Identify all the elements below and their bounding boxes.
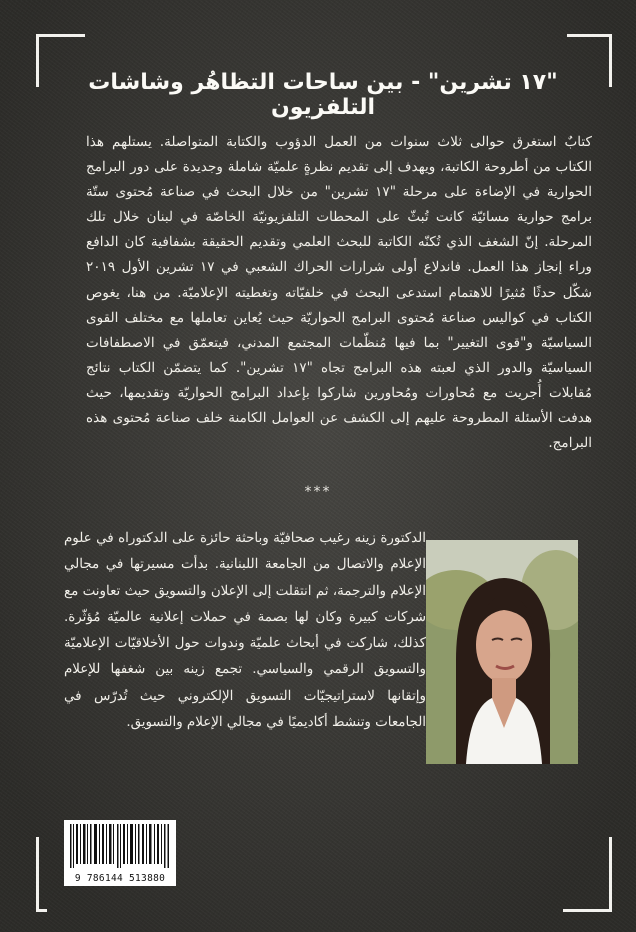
- isbn-barcode: [64, 820, 176, 886]
- author-photo: [426, 540, 578, 764]
- corner-frame-bottom-left: [36, 837, 47, 912]
- book-description: كتابٌ استغرق حوالى ثلاث سنوات من العمل الدؤوب والكتابة المتواصلة. يستلهم هذا الكتاب من أطروحة الكاتبة، ويهدف إلى تقديم نظرةٍ علميّة شاملة وجديدة على دور البرامج الحوارية في الإضاءة على مرحلة "١٧ تشرين" من خلال البحث في صناعة مُحتوى ستّة برامج حوارية مسائيّة كانت تُبثّ على المحطات التلفزيونيّة الخاصّة في لبنان خلال تلك المرحلة. إنّ الشغف الذي تُكنّه الكاتبة للبحث العلمي وتقديم الحقيقة بشفافية كان الدافع وراء إنجاز هذا العمل. فاندلاع أولى شرارات الحراك الشعبي في ١٧ تشرين الأول ٢٠١٩ شكّل حدثًا مُثيرًا للاهتمام استدعى البحث في خلفيّاته وتغطيته الإعلاميّة. من هنا، يغوص الكتاب في كواليس صناعة مُحتوى البرامج الحواريّة حيث يُعاين تعاملها مع مختلف القوى السياسيّة و"قوى التغيير" بما فيها مُنظّمات المجتمع المدني، فيتعمّق في الاصطفافات السياسيّة والدور الذي لعبته هذه البرامج تجاه "١٧ تشرين". كما يتضمّن الكتاب نتائج مُقابلات أُجريت مع مُحاورات ومُحاورين شاركوا بإعداد البرامج الحواريّة وتقديمها، حيث هدفت الأسئلة المطروحة عليهم إلى الكشف عن العوامل الكامنة خلف صناعة مُحتوى هذه البرامج.: [86, 134, 592, 452]
- book-title: "١٧ تشرين" - بين ساحات التظاهُر وشاشات التلفزيون: [88, 70, 558, 120]
- isbn-number: 9 786144 513880: [74, 873, 166, 884]
- section-separator: ***: [304, 484, 332, 500]
- author-portrait-illustration: [426, 540, 578, 764]
- barcode-bars: [70, 824, 170, 868]
- author-bio: الدكتورة زينه رغيب صحافيّة وباحثة حائزة على الدكتوراه في علوم الإعلام والاتصال من الجامعة اللبنانية. بدأت مسيرتها في مجالي الإعلام والترجمة، ثم انتقلت إلى الإعلان والتسويق حيث تعاونت مع شركات كبيرة وكان لها بصمة في حملات إعلانية عالميّة مُؤثّرة. كذلك، شاركت في أبحاث علميّة وندوات حول الأخلاقيّات الإعلاميّة والتسويق الرقمي والسياسي. تجمع زينه بين شغفها للإعلام وإتقانها لاستراتيجيّات التسويق الإلكتروني حيث تُدرّس في الجامعات وتنشط أكاديميًا في مجالي الإعلام والتسويق.: [64, 531, 426, 731]
- corner-frame-bottom-right: [563, 837, 612, 912]
